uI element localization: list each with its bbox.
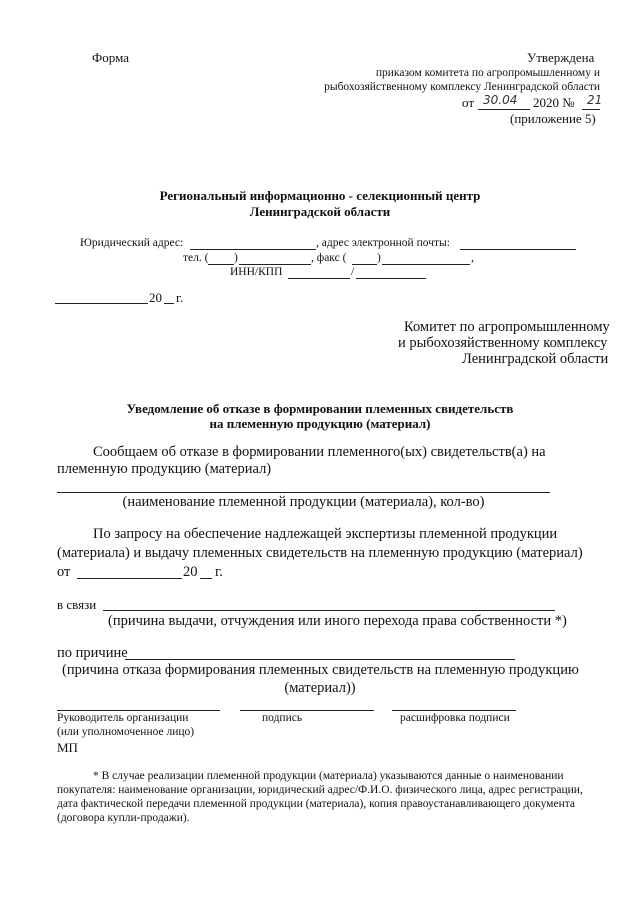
notice-title-line-2: на племенную продукцию (материал) — [209, 416, 431, 431]
date-field[interactable] — [55, 303, 148, 304]
legal-address-label: Юридический адрес: — [80, 237, 184, 249]
caption-refusal-line-1: (причина отказа формирования племенных свидетельств на племенную продукцию — [62, 662, 579, 678]
caption-issue-reason: (причина выдачи, отчуждения или иного перехода права собственности *) — [108, 613, 567, 629]
approved-label: Утверждена — [527, 50, 595, 65]
order-number-line — [582, 109, 600, 110]
request-date-field[interactable] — [77, 578, 182, 579]
tel-number-field[interactable] — [239, 264, 311, 265]
org-name-line-1: Региональный информационно - селекционный центр — [159, 188, 481, 203]
order-line-1: приказом комитета по агропромышленному и — [375, 67, 600, 79]
stamp-label: МП — [57, 740, 78, 755]
decoding-line[interactable] — [392, 710, 516, 711]
fax-code-field[interactable] — [352, 264, 377, 265]
paragraph-2-g: г. — [215, 564, 223, 580]
head-signature-line[interactable] — [57, 710, 220, 711]
tel-label: тел. ( — [183, 252, 209, 264]
reason-issue-field[interactable] — [103, 610, 555, 611]
caption-refusal-line-2: (материал)) — [284, 680, 356, 696]
signature-line[interactable] — [240, 710, 374, 711]
kpp-field[interactable] — [356, 278, 426, 279]
fax-number-field[interactable] — [382, 264, 470, 265]
recipient-line-3: Ленинградской области — [462, 351, 609, 367]
inn-field[interactable] — [288, 278, 350, 279]
email-label: , адрес электронной почты: — [316, 237, 450, 249]
notice-title-line-1: Уведомление об отказе в формировании племенных свидетельств — [126, 401, 514, 416]
order-number-handwritten: 21 — [587, 93, 603, 107]
paragraph-2-line-1: По запросу на обеспечение надлежащей экспертизы племенной продукции — [93, 526, 558, 542]
paragraph-2-from: от — [57, 564, 71, 580]
inn-separator: / — [351, 266, 355, 278]
head-label-line-2: (или уполномоченное лицо) — [57, 726, 195, 738]
order-date-handwritten: 30.04 — [483, 93, 518, 107]
order-from: от — [462, 95, 475, 110]
refusal-reason-field[interactable] — [125, 659, 515, 660]
footnote-line-2: покупателя: наименование организации, юридический адрес/Ф.И.О. физического лица, адрес регистрации, — [57, 784, 583, 796]
footnote-line-4: (договора купли-продажи). — [57, 812, 190, 824]
recipient-line-2: и рыбохозяйственному комплексу — [398, 335, 608, 351]
fax-close: ) — [377, 252, 381, 264]
caption-product-name: (наименование племенной продукции (материала), кол-во) — [122, 494, 485, 510]
legal-address-field[interactable] — [190, 249, 316, 250]
date-g: г. — [176, 290, 184, 305]
order-line-2: рыбохозяйственному комплексу Ленинградской области — [324, 81, 600, 93]
fax-label: , факс ( — [311, 252, 347, 264]
fax-end: , — [471, 252, 474, 264]
product-name-field[interactable] — [57, 492, 550, 493]
tel-close: ) — [234, 252, 238, 264]
paragraph-1-line-2: племенную продукцию (материал) — [57, 461, 272, 477]
date-year-field[interactable] — [164, 303, 174, 304]
form-label: Форма — [92, 50, 129, 65]
tel-code-field[interactable] — [208, 264, 234, 265]
date-year: 20 — [149, 290, 162, 305]
inn-label: ИНН/КПП — [230, 266, 283, 278]
org-name-line-2: Ленинградской области — [249, 204, 391, 219]
order-year-number: 2020 № — [533, 95, 575, 110]
paragraph-2-year: 20 — [183, 564, 198, 580]
email-field[interactable] — [460, 249, 576, 250]
request-year-field[interactable] — [200, 578, 212, 579]
paragraph-1-line-1: Сообщаем об отказе в формировании племенного(ых) свидетельств(а) на — [93, 444, 546, 460]
order-date-line — [478, 109, 530, 110]
decoding-label: расшифровка подписи — [400, 712, 510, 724]
footnote-line-1: * В случае реализации племенной продукции (материала) указываются данные о наименовании — [93, 770, 564, 782]
recipient-line-1: Комитет по агропромышленному — [404, 319, 610, 335]
head-label-line-1: Руководитель организации — [57, 712, 189, 724]
appendix-label: (приложение 5) — [510, 111, 596, 126]
footnote-line-3: дата фактической передачи племенной продукции (материала), копия правоустанавливающего документа — [57, 798, 575, 810]
signature-label: подпись — [262, 712, 303, 724]
paragraph-2-line-2: (материала) и выдачу племенных свидетельств на племенную продукцию (материал) — [57, 545, 583, 561]
by-reason-label: по причине — [57, 645, 128, 661]
in-connection-label: в связи — [57, 597, 97, 612]
